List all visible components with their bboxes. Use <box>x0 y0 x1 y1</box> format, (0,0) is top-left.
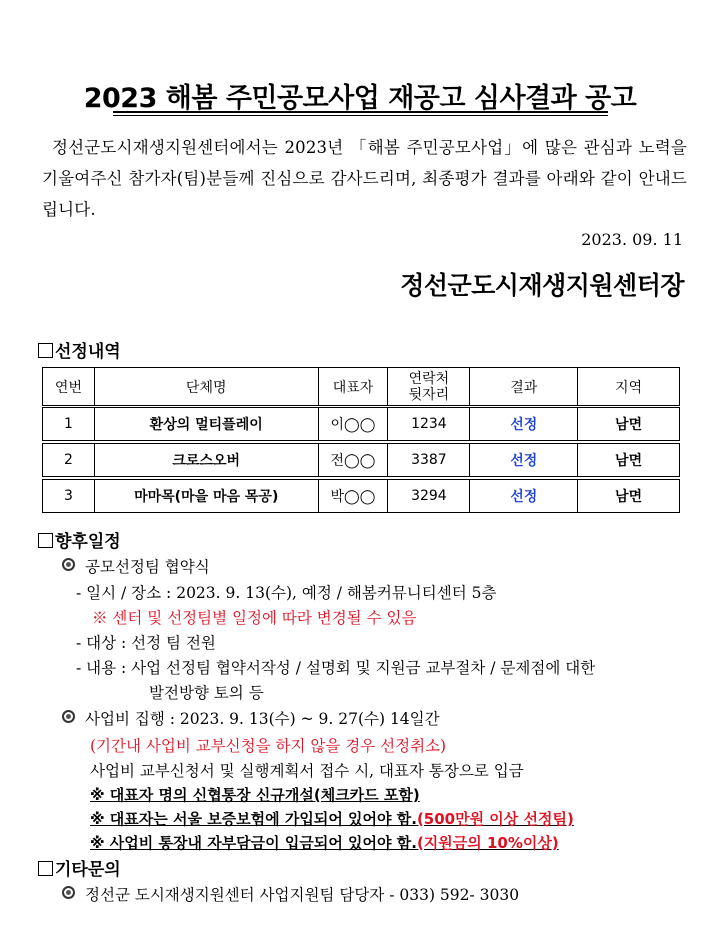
cell-team: 마마목(마을 마음 목공) <box>94 480 318 513</box>
selection-table <box>42 367 680 513</box>
cell-result: 선정 <box>470 444 578 477</box>
schedule-item-2: 사업비 집행 : 2023. 9. 13(수) ~ 9. 27(수) 14일간 <box>62 707 440 729</box>
table-row <box>43 480 680 513</box>
circle-bullet-icon <box>62 558 75 571</box>
cell-no: 1 <box>43 407 95 441</box>
section-schedule-heading: 향후일정 <box>38 527 121 552</box>
page-title: 2023 해봄 주민공모사업 재공고 심사결과 공고 <box>83 83 637 114</box>
intro-paragraph: 정선군도시재생지원센터에서는 2023년 「해봄 주민공모사업」에 많은 관심과 노력을 기울여주신 참가자(팀)분들께 진심으로 감사드리며, 최종평가 결과를 아래와 같이 안내드립니다. <box>42 138 687 219</box>
signer-name: 정선군도시재생지원센터장 <box>400 271 684 300</box>
cell-rep: 이◯◯ <box>318 407 388 441</box>
title-underline <box>113 111 608 113</box>
header-result: 결과 <box>470 368 578 407</box>
cell-team: 환상의 멀티플레이 <box>94 407 318 441</box>
cell-team: 크로스오버 <box>94 444 318 477</box>
inquiry-contact: 정선군 도시재생지원센터 사업지원팀 담당자 - 033) 592- 3030 <box>62 883 519 905</box>
header-contact: 연락처 뒷자리 <box>388 368 470 407</box>
cell-no: 2 <box>43 444 95 477</box>
schedule-note: ※ 센터 및 선정팀별 일정에 따라 변경될 수 있음 <box>92 609 417 627</box>
cell-rep: 박◯◯ <box>318 480 388 513</box>
cell-rep: 전◯◯ <box>318 444 388 477</box>
section-inquiry-heading: 기타문의 <box>38 855 121 880</box>
cell-contact: 3294 <box>388 480 470 513</box>
title-underline-thin <box>113 115 608 116</box>
checkbox-square-icon <box>38 861 53 876</box>
schedule-warning: (기간내 사업비 교부신청을 하지 않을 경우 선정취소) <box>90 737 447 755</box>
cell-contact: 1234 <box>388 407 470 441</box>
note-insurance: ※ 대표자는 서울 보증보험에 가입되어 있어야 함.(500만원 이상 선정팀) <box>90 810 574 828</box>
cell-region: 남면 <box>578 407 680 441</box>
schedule-item-1: 공모선정팀 협약식 <box>62 555 210 577</box>
cell-region: 남면 <box>578 444 680 477</box>
circle-bullet-icon <box>62 886 75 899</box>
schedule-date-place: - 일시 / 장소 : 2023. 9. 13(수), 예정 / 해봄커뮤니티센터 5층 <box>76 584 497 602</box>
cell-region: 남면 <box>578 480 680 513</box>
header-region: 지역 <box>578 368 680 407</box>
table-header-row <box>43 368 680 407</box>
schedule-content-cont: 발전방향 토의 등 <box>149 684 264 702</box>
cell-no: 3 <box>43 480 95 513</box>
note-account: ※ 대표자 명의 신협통장 신규개설(체크카드 포함) <box>90 786 420 804</box>
table-row <box>43 444 680 477</box>
schedule-content: - 내용 : 사업 선정팀 협약서작성 / 설명회 및 지원금 교부절차 / 문제점에 대한 <box>76 659 596 677</box>
note-self-funding: ※ 사업비 통장내 자부담금이 입금되어 있어야 함.(지원금의 10%이상) <box>90 834 559 852</box>
announcement-date: 2023. 09. 11 <box>581 230 683 249</box>
cell-result: 선정 <box>470 407 578 441</box>
table-row <box>43 407 680 441</box>
schedule-desc: 사업비 교부신청서 및 실행계획서 접수 시, 대표자 통장으로 입금 <box>90 762 524 780</box>
section-selection-heading: 선정내역 <box>38 337 121 362</box>
schedule-target: - 대상 : 선정 팀 전원 <box>76 634 216 652</box>
checkbox-square-icon <box>38 343 53 358</box>
cell-contact: 3387 <box>388 444 470 477</box>
circle-bullet-icon <box>62 710 75 723</box>
header-team: 단체명 <box>94 368 318 407</box>
header-rep: 대표자 <box>318 368 388 407</box>
header-no: 연번 <box>43 368 95 407</box>
checkbox-square-icon <box>38 533 53 548</box>
cell-result: 선정 <box>470 480 578 513</box>
